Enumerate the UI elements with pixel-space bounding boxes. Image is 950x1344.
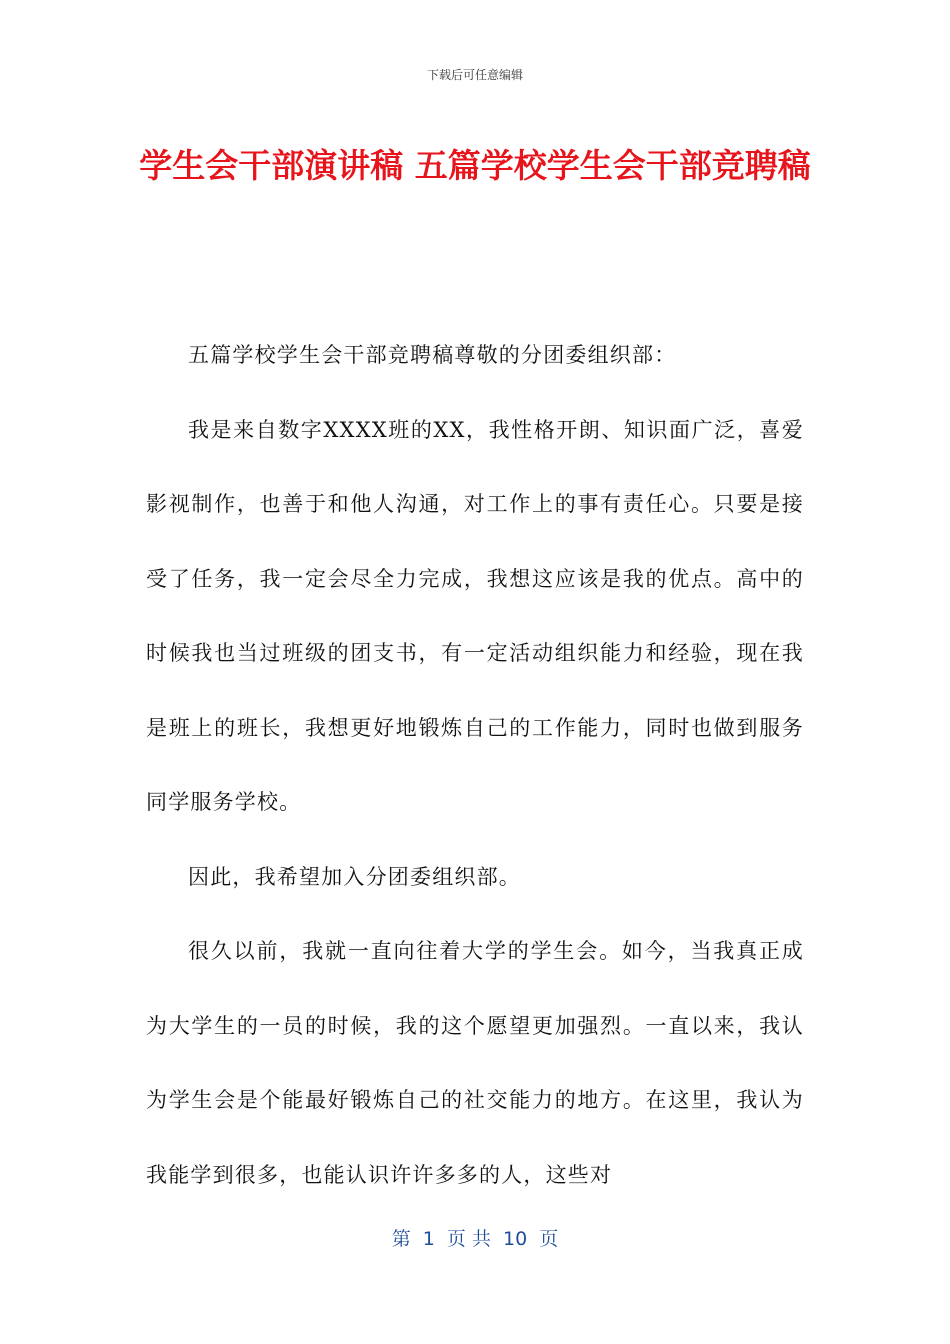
document-title: 学生会干部演讲稿 五篇学校学生会干部竞聘稿 xyxy=(139,146,811,185)
paragraph-introduction: 我是来自数字XXXX班的XX，我性格开朗、知识面广泛，喜爱影视制作，也善于和他人沟通，对工作上的事有责任心。只要是接受了任务，我一定会尽全力完成，我想这应该是我的优点。高中的时候我也当过班级的团支书，有一定活动组织能力和经验，现在我是班上的班长，我想更好地锻炼自己的工作能力，同时也做到服务同学服务学校。 xyxy=(146,417,804,814)
page-number: 第 1 页 共 10 页 xyxy=(391,1228,559,1250)
paragraph-wish: 因此，我希望加入分团委组织部。 xyxy=(188,864,521,889)
document-body xyxy=(146,318,804,1212)
header-note: 下载后可任意编辑 xyxy=(426,68,523,82)
paragraph-aspiration: 很久以前，我就一直向往着大学的学生会。如今，当我真正成为大学生的一员的时候，我的这个愿望更加强烈。一直以来，我认为学生会是个能最好锻炼自己的社交能力的地方。在这里，我认为我能学到很多，也能认识许许多多的人，这些对 xyxy=(146,939,804,1187)
paragraph-greeting: 五篇学校学生会干部竞聘稿尊敬的分团委组织部： xyxy=(188,343,677,367)
